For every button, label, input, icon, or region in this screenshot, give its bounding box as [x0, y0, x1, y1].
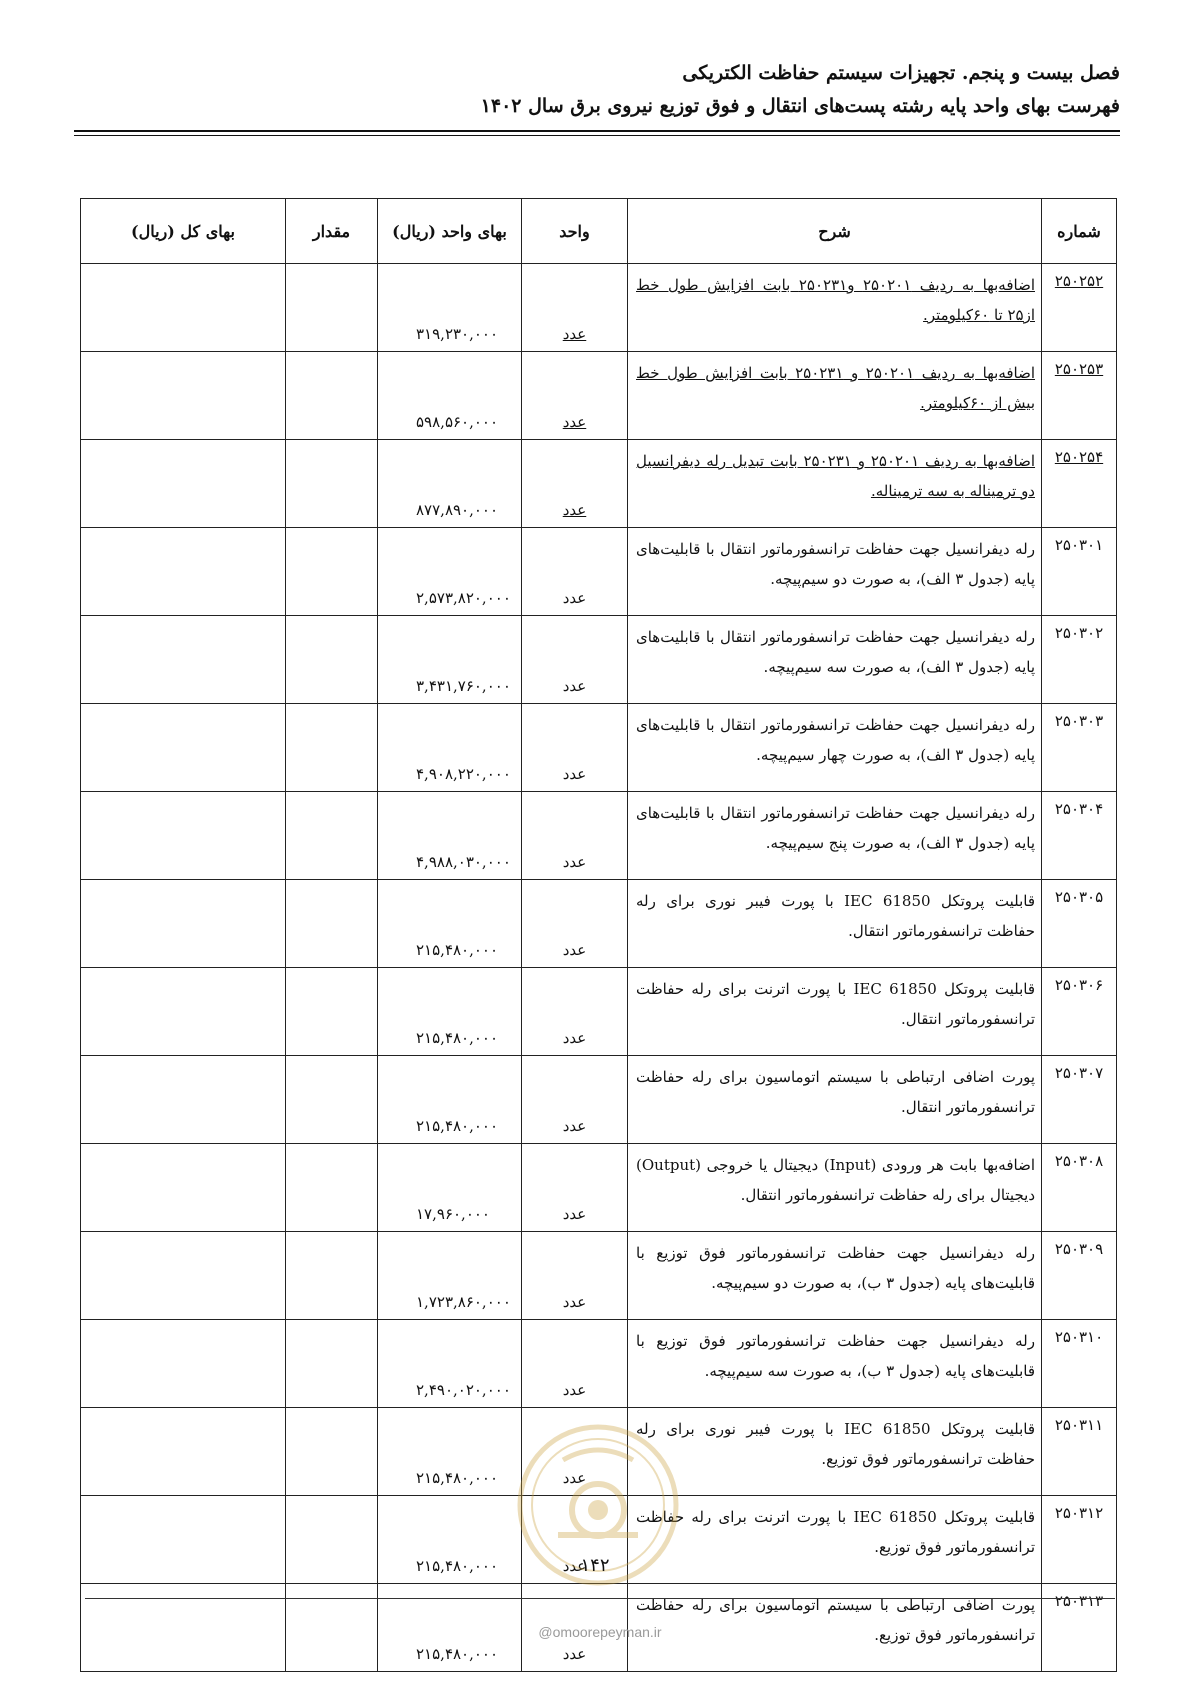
row-unit-text: عدد	[562, 589, 587, 607]
row-description	[628, 440, 1042, 528]
table-row	[81, 704, 1117, 792]
row-unit-price-text: ۸۷۷,۸۹۰,۰۰۰	[416, 501, 499, 519]
row-quantity	[286, 792, 378, 880]
row-unit-text: عدد	[562, 941, 587, 959]
row-unit-price	[378, 616, 522, 704]
row-description-text: رله دیفرانسیل جهت حفاظت ترانسفورماتور انتقال با قابلیت‌های پایه (جدول ۳ الف)، به صورت سه سیم‌پیچه.	[636, 628, 1035, 676]
row-unit-price-text: ۴,۹۸۸,۰۳۰,۰۰۰	[416, 853, 511, 871]
row-description-text: رله دیفرانسیل جهت حفاظت ترانسفورماتور فوق توزیع با قابلیت‌های پایه (جدول ۳ ب)، به صورت دو سیم‌پیچه.	[636, 1244, 1035, 1292]
row-total-price	[81, 1144, 286, 1232]
row-quantity	[286, 1584, 378, 1672]
row-unit-text: عدد	[562, 677, 587, 695]
row-description-text: رله دیفرانسیل جهت حفاظت ترانسفورماتور فوق توزیع با قابلیت‌های پایه (جدول ۳ ب)، به صورت سه سیم‌پیچه.	[636, 1332, 1035, 1380]
row-unit-price	[378, 1056, 522, 1144]
row-description	[628, 1496, 1042, 1584]
row-quantity	[286, 1056, 378, 1144]
row-code	[1042, 1320, 1117, 1408]
row-unit-text: عدد	[562, 1469, 587, 1487]
row-unit-price-text: ۲۱۵,۴۸۰,۰۰۰	[416, 941, 499, 959]
row-description-text: پورت اضافی ارتباطی با سیستم اتوماسیون برای رله حفاظت ترانسفورماتور فوق توزیع.	[636, 1596, 1035, 1644]
header-rule-thin	[74, 135, 1120, 136]
row-total-price	[81, 1232, 286, 1320]
row-code-text: ۲۵۰۳۰۹	[1054, 1240, 1104, 1258]
row-unit-text: عدد	[562, 765, 587, 783]
table-row	[81, 968, 1117, 1056]
row-unit	[522, 880, 628, 968]
row-unit-price	[378, 352, 522, 440]
table-row	[81, 352, 1117, 440]
row-quantity	[286, 352, 378, 440]
row-unit	[522, 1144, 628, 1232]
row-total-price	[81, 968, 286, 1056]
row-unit-price-text: ۳,۴۳۱,۷۶۰,۰۰۰	[416, 677, 511, 695]
row-quantity	[286, 264, 378, 352]
row-code-text: ۲۵۰۳۰۷	[1054, 1064, 1104, 1082]
row-unit-price-text: ۲۱۵,۴۸۰,۰۰۰	[416, 1117, 499, 1135]
row-code	[1042, 968, 1117, 1056]
row-unit-price	[378, 1320, 522, 1408]
column-header-description: شرح	[628, 199, 1042, 264]
row-code-text: ۲۵۰۳۰۵	[1054, 888, 1104, 906]
row-unit-price	[378, 1144, 522, 1232]
row-unit	[522, 440, 628, 528]
row-total-price	[81, 1056, 286, 1144]
row-unit	[522, 264, 628, 352]
chapter-title: فصل بیست و پنجم. تجهیزات سیستم حفاظت الکتریکی	[682, 62, 1120, 84]
column-header-quantity: مقدار	[286, 199, 378, 264]
row-description	[628, 616, 1042, 704]
row-quantity	[286, 968, 378, 1056]
row-unit	[522, 1320, 628, 1408]
row-code-text: ۲۵۰۳۱۲	[1054, 1504, 1104, 1522]
row-unit-text: عدد	[562, 501, 587, 519]
row-unit-price-text: ۲۱۵,۴۸۰,۰۰۰	[416, 1645, 499, 1663]
row-code	[1042, 440, 1117, 528]
column-header-unit: واحد	[522, 199, 628, 264]
row-total-price	[81, 1496, 286, 1584]
row-code	[1042, 1408, 1117, 1496]
row-description	[628, 1232, 1042, 1320]
row-quantity	[286, 1496, 378, 1584]
row-unit	[522, 704, 628, 792]
row-total-price	[81, 880, 286, 968]
row-code	[1042, 1496, 1117, 1584]
row-total-price	[81, 264, 286, 352]
row-code	[1042, 880, 1117, 968]
row-total-price	[81, 704, 286, 792]
row-unit-price-text: ۲۱۵,۴۸۰,۰۰۰	[416, 1469, 499, 1487]
row-description	[628, 880, 1042, 968]
row-description	[628, 352, 1042, 440]
row-unit-price-text: ۲۱۵,۴۸۰,۰۰۰	[416, 1557, 499, 1575]
row-unit-price	[378, 880, 522, 968]
row-quantity	[286, 1408, 378, 1496]
row-unit-text: عدد	[562, 325, 587, 343]
document-title: فهرست بهای واحد پایه رشته پست‌های انتقال و فوق توزیع نیروی برق سال ۱۴۰۲	[480, 95, 1120, 117]
row-total-price	[81, 792, 286, 880]
row-code-text: ۲۵۰۳۰۱	[1054, 536, 1104, 554]
row-unit-text: عدد	[562, 1117, 587, 1135]
row-code-text: ۲۵۰۳۱۰	[1054, 1328, 1104, 1346]
row-description-text: قابلیت پروتکل IEC 61850 با پورت فیبر نوری برای رله حفاظت ترانسفورماتور انتقال.	[636, 892, 1036, 940]
row-unit-text: عدد	[562, 1645, 587, 1663]
row-description-text: اضافه‌بها به ردیف ۲۵۰۲۰۱ و۲۵۰۲۳۱ بابت افزایش طول خط از۲۵ تا ۶۰کیلومتر.	[636, 276, 1035, 324]
row-total-price	[81, 440, 286, 528]
table-row	[81, 1320, 1117, 1408]
row-quantity	[286, 1144, 378, 1232]
row-description	[628, 704, 1042, 792]
table-row	[81, 792, 1117, 880]
row-description-text: اضافه‌بها به ردیف ۲۵۰۲۰۱ و ۲۵۰۲۳۱ بابت تبدیل رله دیفرانسیل دو ترمیناله به سه ترمیناله.	[636, 452, 1036, 500]
row-unit	[522, 1232, 628, 1320]
row-description-text: رله دیفرانسیل جهت حفاظت ترانسفورماتور انتقال با قابلیت‌های پایه (جدول ۳ الف)، به صورت چهار سیم‌پیچه.	[636, 716, 1035, 764]
row-unit-text: عدد	[562, 1557, 587, 1575]
row-unit-price	[378, 968, 522, 1056]
row-unit-price-text: ۲,۴۹۰,۰۲۰,۰۰۰	[416, 1381, 511, 1399]
row-total-price	[81, 1320, 286, 1408]
row-description	[628, 792, 1042, 880]
row-code	[1042, 1144, 1117, 1232]
table-row	[81, 264, 1117, 352]
column-header-unit-price: بهای واحد (ریال)	[378, 199, 522, 264]
row-description-text: اضافه‌بها بابت هر ورودی (Input) دیجیتال یا خروجی (Output) دیجیتال برای رله حفاظت ترانسفورماتور انتقال.	[636, 1156, 1035, 1204]
row-description	[628, 264, 1042, 352]
row-total-price	[81, 1408, 286, 1496]
row-unit-text: عدد	[562, 1293, 587, 1311]
row-code	[1042, 1232, 1117, 1320]
website-watermark: @omoorepeyman.ir	[538, 1624, 662, 1640]
row-description	[628, 1320, 1042, 1408]
table-header-row	[81, 199, 1117, 264]
row-total-price	[81, 616, 286, 704]
row-unit	[522, 616, 628, 704]
row-description	[628, 1408, 1042, 1496]
row-unit-price	[378, 528, 522, 616]
row-unit-price	[378, 1408, 522, 1496]
row-code-text: ۲۵۰۳۰۳	[1054, 712, 1104, 730]
row-total-price	[81, 1584, 286, 1672]
row-unit	[522, 1056, 628, 1144]
row-unit-price	[378, 792, 522, 880]
row-unit-price	[378, 1232, 522, 1320]
row-code	[1042, 616, 1117, 704]
row-unit-price	[378, 440, 522, 528]
row-quantity	[286, 440, 378, 528]
row-unit-price-text: ۲,۵۷۳,۸۲۰,۰۰۰	[416, 589, 511, 607]
row-description-text: قابلیت پروتکل IEC 61850 با پورت اترنت برای رله حفاظت ترانسفورماتور فوق توزیع.	[636, 1508, 1035, 1556]
row-quantity	[286, 528, 378, 616]
row-unit	[522, 792, 628, 880]
row-unit-price-text: ۳۱۹,۲۳۰,۰۰۰	[416, 325, 499, 343]
row-total-price	[81, 528, 286, 616]
row-unit-text: عدد	[562, 1029, 587, 1047]
row-code	[1042, 704, 1117, 792]
row-unit-price	[378, 264, 522, 352]
row-code-text: ۲۵۰۳۱۱	[1054, 1416, 1104, 1434]
table-row	[81, 616, 1117, 704]
row-quantity	[286, 704, 378, 792]
table-row	[81, 528, 1117, 616]
row-description	[628, 1144, 1042, 1232]
row-unit-text: عدد	[562, 853, 587, 871]
header-rule-thick	[74, 130, 1120, 132]
row-description-text: قابلیت پروتکل IEC 61850 با پورت فیبر نوری برای رله حفاظت ترانسفورماتور فوق توزیع.	[636, 1420, 1036, 1468]
row-code-text: ۲۵۰۳۰۸	[1054, 1152, 1104, 1170]
row-description	[628, 968, 1042, 1056]
row-code-text: ۲۵۰۳۰۲	[1054, 624, 1104, 642]
row-code	[1042, 264, 1117, 352]
row-code	[1042, 792, 1117, 880]
row-unit-price	[378, 1496, 522, 1584]
row-description	[628, 528, 1042, 616]
row-code-text: ۲۵۰۲۵۳	[1054, 360, 1104, 378]
row-unit	[522, 352, 628, 440]
row-code-text: ۲۵۰۳۱۳	[1054, 1592, 1104, 1610]
row-total-price	[81, 352, 286, 440]
row-unit	[522, 968, 628, 1056]
row-unit-text: عدد	[562, 413, 587, 431]
row-code	[1042, 352, 1117, 440]
row-description	[628, 1056, 1042, 1144]
row-code-text: ۲۵۰۲۵۲	[1054, 272, 1104, 290]
row-code	[1042, 1584, 1117, 1672]
row-unit-price	[378, 704, 522, 792]
row-code	[1042, 528, 1117, 616]
table-row	[81, 1144, 1117, 1232]
table-row	[81, 440, 1117, 528]
row-quantity	[286, 880, 378, 968]
row-unit-text: عدد	[562, 1381, 587, 1399]
row-unit-price-text: ۴,۹۰۸,۲۲۰,۰۰۰	[416, 765, 511, 783]
row-unit-text: عدد	[562, 1205, 587, 1223]
footer-rule	[85, 1598, 1115, 1599]
row-unit	[522, 528, 628, 616]
row-quantity	[286, 616, 378, 704]
row-code	[1042, 1056, 1117, 1144]
row-quantity	[286, 1320, 378, 1408]
row-code-text: ۲۵۰۲۵۴	[1054, 448, 1104, 466]
row-description-text: رله دیفرانسیل جهت حفاظت ترانسفورماتور انتقال با قابلیت‌های پایه (جدول ۳ الف)، به صورت دو سیم‌پیچه.	[636, 540, 1035, 588]
row-description-text: اضافه‌بها به ردیف ۲۵۰۲۰۱ و ۲۵۰۲۳۱ بابت افزایش طول خط بیش از ۶۰کیلومتر.	[636, 364, 1036, 412]
column-header-code: شماره	[1042, 199, 1117, 264]
row-unit-price-text: ۱,۷۲۳,۸۶۰,۰۰۰	[416, 1293, 511, 1311]
row-unit-price-text: ۲۱۵,۴۸۰,۰۰۰	[416, 1029, 499, 1047]
page-header	[74, 56, 1120, 122]
table-row	[81, 880, 1117, 968]
row-description-text: قابلیت پروتکل IEC 61850 با پورت اترنت برای رله حفاظت ترانسفورماتور انتقال.	[636, 980, 1035, 1028]
row-code-text: ۲۵۰۳۰۶	[1054, 976, 1104, 994]
column-header-total-price: بهای کل (ریال)	[81, 199, 286, 264]
table-row	[81, 1056, 1117, 1144]
row-unit-price-text: ۱۷,۹۶۰,۰۰۰	[416, 1205, 490, 1223]
row-description-text: پورت اضافی ارتباطی با سیستم اتوماسیون برای رله حفاظت ترانسفورماتور انتقال.	[636, 1068, 1035, 1116]
row-description-text: رله دیفرانسیل جهت حفاظت ترانسفورماتور انتقال با قابلیت‌های پایه (جدول ۳ الف)، به صورت پنج سیم‌پیچه.	[636, 804, 1035, 852]
row-quantity	[286, 1232, 378, 1320]
page-number: ۱۴۲	[580, 1555, 610, 1576]
table-row	[81, 1232, 1117, 1320]
row-code-text: ۲۵۰۳۰۴	[1054, 800, 1104, 818]
row-unit-price-text: ۵۹۸,۵۶۰,۰۰۰	[416, 413, 499, 431]
